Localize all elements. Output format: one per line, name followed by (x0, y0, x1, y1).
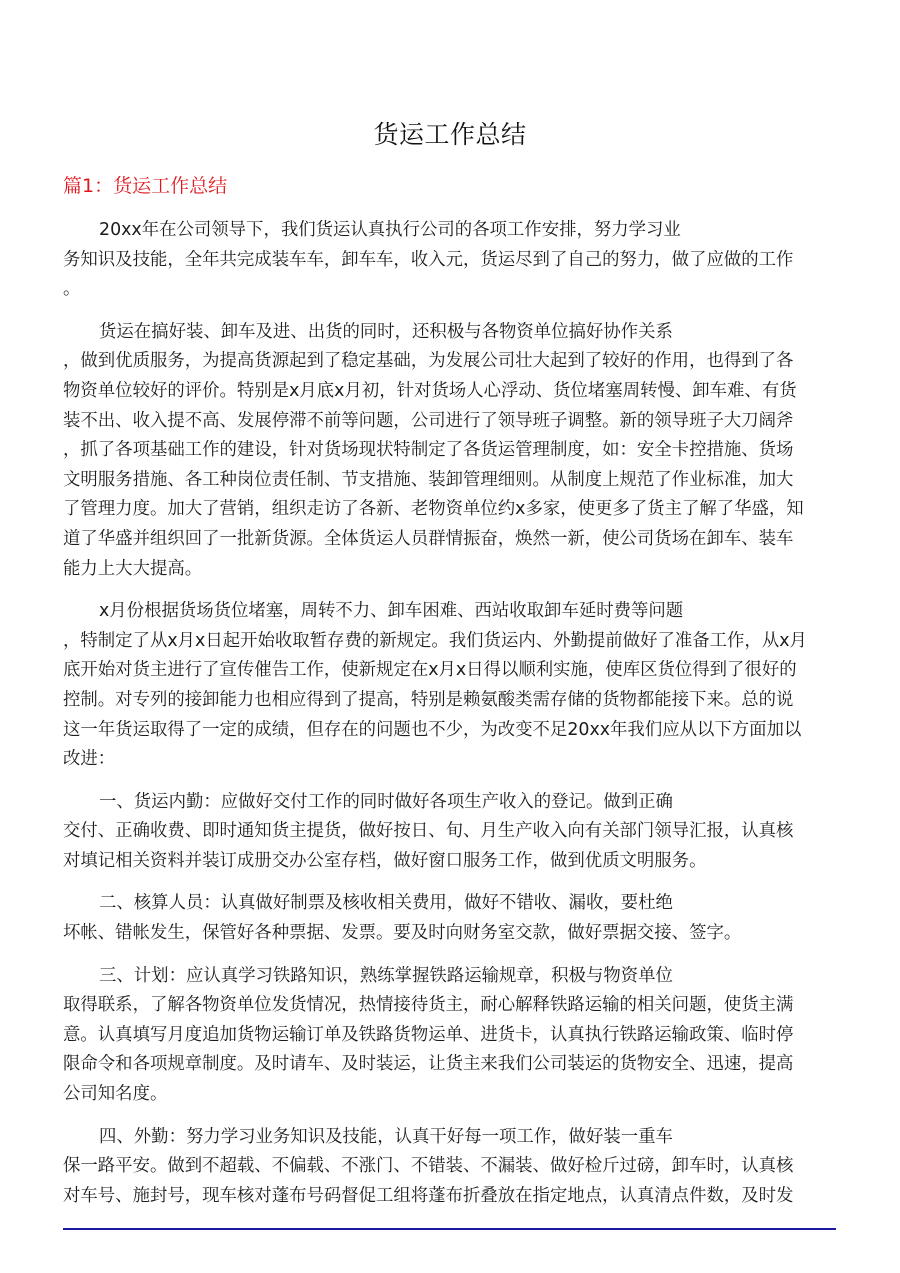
paragraph-line: 务知识及技能，全年共完成装车车，卸车车，收入元，货运尽到了自己的努力，做了应做的工作 (63, 249, 794, 270)
paragraph-line: 四、外勤：努力学习业务知识及技能，认真干好每一项工作，做好装一重车 (99, 1126, 673, 1147)
paragraph-line: 了管理力度。加大了营销，组织走访了各新、老物资单位约x多家，使更多了货主了解了华盛，知 (63, 499, 804, 520)
paragraph-line: ，做到优质服务，为提高货源起到了稳定基础，为发展公司壮大起到了较好的作用，也得到了各 (63, 351, 794, 372)
paragraph-line: ，抓了各项基础工作的建设，针对货场现状特制定了各货运管理制度，如：安全卡控措施、货场 (63, 440, 794, 461)
document-title: 货运工作总结 (373, 120, 527, 149)
paragraph-item-3-planning (63, 962, 833, 1110)
paragraph-line: 20xx年在公司领导下，我们货运认真执行公司的各项工作安排，努力学习业 (99, 220, 681, 240)
footer-divider (63, 1228, 836, 1230)
paragraph-line: 限命令和各项规章制度。及时请车、及时装运，让货主来我们公司装运的货物安全、迅速，提高 (63, 1054, 794, 1075)
paragraph-line: 一、货运内勤：应做好交付工作的同时做好各项生产收入的登记。做到正确 (99, 791, 673, 812)
paragraph-line: 控制。对专列的接卸能力也相应得到了提高，特别是赖氨酸类需存储的货物都能接下来。总的说 (63, 689, 794, 710)
paragraph-item-2-accounting (63, 889, 833, 948)
paragraph-line: 保一路平安。做到不超载、不偏载、不涨门、不错装、不漏装、做好检斤过磅，卸车时，认真核 (63, 1156, 794, 1177)
paragraph-item-4-field (63, 1123, 833, 1212)
paragraph-cooperation (63, 318, 833, 584)
paragraph-line: 物资单位较好的评价。特别是x月底x月初，针对货场人心浮动、货位堵塞周转慢、卸车难、有货 (63, 380, 797, 401)
paragraph-line: 货运在搞好装、卸车及进、出货的同时，还积极与各物资单位搞好协作关系 (99, 321, 673, 342)
paragraph-line: 道了华盛并组织回了一批新货源。全体货运人员群情振奋，焕然一新，使公司货场在卸车、装车 (63, 528, 794, 549)
paragraph-line: 。 (63, 279, 81, 300)
paragraph-storage-fee (63, 597, 833, 775)
paragraph-item-1-internal (63, 788, 833, 877)
paragraph-line: 装不出、收入提不高、发展停滞不前等问题，公司进行了领导班子调整。新的领导班子大刀阔斧 (63, 410, 794, 431)
paragraph-line: 这一年货运取得了一定的成绩，但存在的问题也不少，为改变不足20xx年我们应从以下方面加以 (63, 719, 802, 740)
paragraph-line: ，特制定了从x月x日起开始收取暂存费的新规定。我们货运内、外勤提前做好了准备工作，从x月 (63, 630, 807, 651)
paragraph-line: 三、计划：应认真学习铁路知识，熟练掌握铁路运输规章，积极与物资单位 (99, 965, 673, 986)
paragraph-line: 底开始对货主进行了宣传催告工作，使新规定在x月x日得以顺利实施，使库区货位得到了很好的 (63, 660, 797, 681)
paragraph-line: 二、核算人员：认真做好制票及核收相关费用，做好不错收、漏收，要杜绝 (99, 893, 673, 914)
paragraph-line: 对车号、施封号，现车核对蓬布号码督促工组将蓬布折叠放在指定地点，认真清点件数，及时发 (63, 1185, 794, 1206)
paragraph-line: 意。认真填写月度追加货物运输订单及铁路货物运单、进货卡，认真执行铁路运输政策、临时停 (63, 1024, 794, 1045)
section-heading: 篇1：货运工作总结 (63, 175, 228, 197)
paragraph-line: 对填记相关资料并装订成册交办公室存档，做好窗口服务工作，做到优质文明服务。 (63, 850, 707, 871)
paragraph-line: 文明服务措施、各工种岗位责任制、节支措施、装卸管理细则。从制度上规范了作业标准，加大 (63, 469, 794, 490)
document-body (63, 216, 833, 1224)
paragraph-line: 公司知名度。 (63, 1084, 168, 1105)
paragraph-intro (63, 216, 833, 305)
paragraph-line: x月份根据货场货位堵塞，周转不力、卸车困难、西站收取卸车延时费等问题 (99, 601, 684, 622)
paragraph-line: 取得联系，了解各物资单位发货情况，热情接待货主，耐心解释铁路运输的相关问题，使货主满 (63, 995, 794, 1016)
paragraph-line: 交付、正确收费、即时通知货主提货，做好按日、旬、月生产收入向有关部门领导汇报，认真核 (63, 821, 794, 842)
paragraph-line: 坏帐、错帐发生，保管好各种票据、发票。要及时向财务室交款，做好票据交接、签字。 (63, 923, 742, 944)
paragraph-line: 改进： (63, 749, 116, 770)
paragraph-line: 能力上大大提高。 (63, 558, 203, 579)
